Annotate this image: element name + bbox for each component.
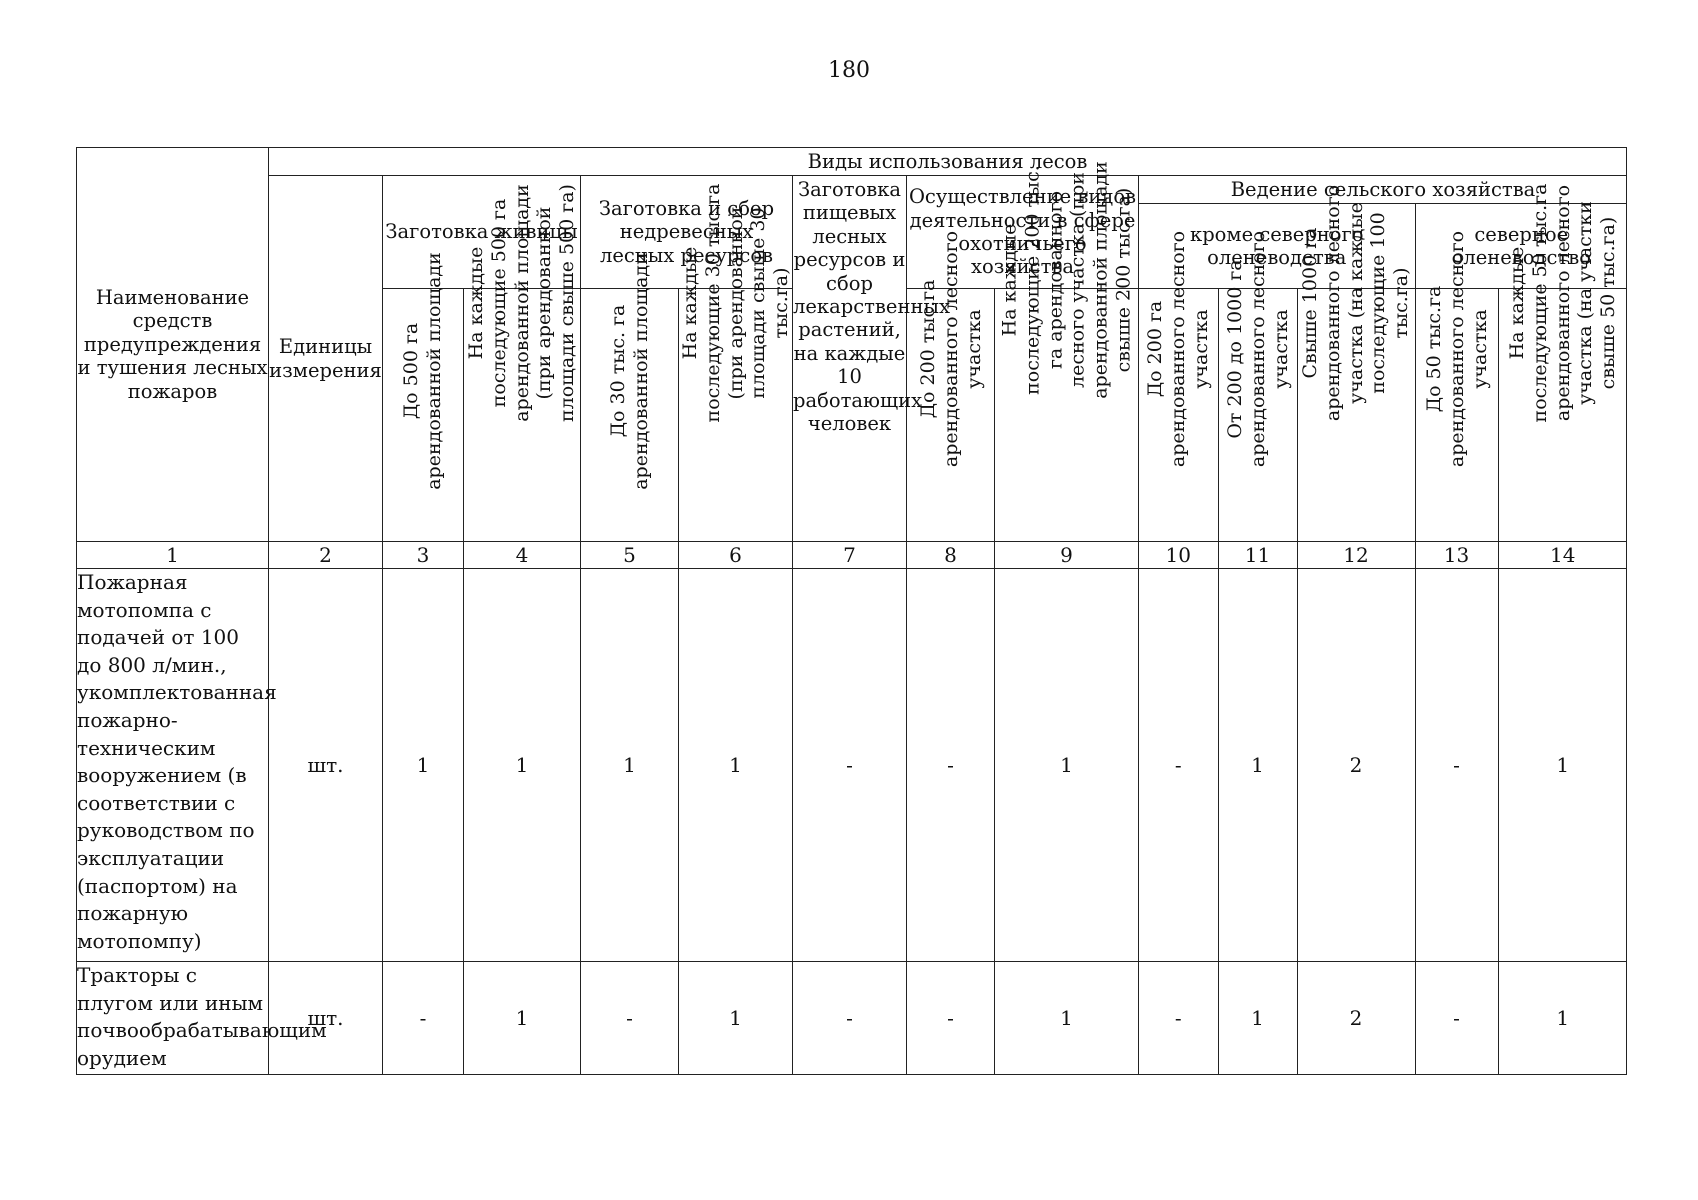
header-col-6: На каждые последующие 30 тыс.га (при арендованной площади свыше 30 тыс.га) — [679, 289, 793, 542]
header-col-5: До 30 тыс. га арендованной площади — [581, 289, 679, 542]
table-row — [77, 569, 1627, 962]
header-pishchevye: Заготовка пищевых лесных ресурсов и сбор лекарственных растений, на каждые 10 работающих человек — [793, 176, 907, 542]
column-number: 12 — [1297, 542, 1415, 568]
header-okhota: Осуществление видов деятельности в сфере охотничьего хозяйства — [907, 176, 1139, 289]
header-nedrevesnye: Заготовка и сбор недревесных лесных ресурсов — [581, 176, 793, 289]
column-number: 3 — [383, 542, 464, 569]
header-col-8: До 200 тыс.га арендованного лесного участка — [907, 289, 995, 542]
column-number: 2 — [269, 542, 383, 569]
table-cell: 1 — [1556, 1006, 1570, 1030]
table-cell: 1 — [464, 569, 581, 962]
header-col-10: До 200 га арендованного лесного участка — [1139, 289, 1218, 541]
column-number: 8 — [907, 542, 995, 569]
header-col-13: До 50 тыс.га арендованного лесного участка — [1415, 289, 1498, 541]
column-number: 13 — [1415, 542, 1498, 568]
header-zhivitsa: Заготовка живицы — [383, 176, 581, 289]
column-number-row — [77, 542, 1627, 569]
header-name-of-means: Наименование средств предупреждения и тушения лесных пожаров — [77, 148, 269, 542]
table-cell: - — [1415, 569, 1498, 961]
table-cell: - — [1415, 962, 1498, 1074]
table-cell: - — [383, 962, 464, 1075]
row-name: Пожарная мотопомпа с подачей от 100 до 800 л/мин., укомплектованная пожарно-техническим вооружением (в соответствии с руководством по эксплуатации (паспортом) на пожарную мотопомпу) — [77, 569, 269, 962]
column-number: 6 — [679, 542, 793, 569]
header-col-11: От 200 до 1000 га арендованного лесного участка — [1218, 289, 1297, 541]
table-cell: - — [793, 962, 907, 1075]
table-cell: 1 — [995, 569, 1139, 962]
header-severnoe-olenevodstvo: северное оленеводство — [1451, 222, 1591, 269]
header-col-4: На каждые последующие 500 га арендованной площади (при арендованной площади свыше 500 га) — [464, 289, 581, 542]
column-number: 10 — [1139, 542, 1218, 568]
column-number: 5 — [581, 542, 679, 569]
header-col-12: Свыше 1000 га арендованного лесного участка (на каждые последующие 100 тыс.га) — [1297, 289, 1415, 541]
header-forest-use-types: Виды использования лесов — [269, 148, 1627, 176]
header-unit: Единицы измерения — [269, 176, 383, 542]
table-cell: 2 — [1297, 569, 1415, 961]
table-cell: 1 — [679, 962, 793, 1075]
row-unit: шт. — [269, 962, 383, 1075]
column-number: 7 — [793, 542, 907, 569]
table-cell: 2 — [1297, 962, 1415, 1074]
table-cell: 1 — [464, 962, 581, 1075]
column-number: 11 — [1218, 542, 1297, 568]
table-cell: 1 — [383, 569, 464, 962]
table-cell: 1 — [995, 962, 1139, 1075]
table-row — [77, 962, 1627, 1075]
header-col-14: На каждые последующие 50 тыс.га арендованного лесного участка (на участки свыше 50 тыс.га) — [1505, 183, 1619, 423]
table-cell: 1 — [1556, 753, 1570, 777]
header-col-9: На каждые последующие 200 тыс. га арендованного лесного участка (при арендованной площади свыше 200 тыс.га) — [995, 289, 1139, 542]
table-cell: 1 — [1218, 962, 1297, 1074]
table-cell: 1 — [1218, 569, 1297, 961]
column-number: 1 — [77, 542, 269, 569]
page-number: 180 — [828, 58, 870, 83]
table-cell: - — [907, 569, 995, 962]
table-cell: 1 — [679, 569, 793, 962]
column-number: 9 — [995, 542, 1139, 569]
table-cell: - — [793, 569, 907, 962]
header-selkhoz: Ведение сельского хозяйства — [1139, 176, 1627, 204]
row-name: Тракторы с плугом или иным почвообрабатывающим орудием — [77, 962, 269, 1075]
table-cell: - — [1139, 962, 1218, 1074]
norms-table — [76, 147, 1627, 1075]
column-number: 14 — [1550, 543, 1576, 567]
table-cell: - — [907, 962, 995, 1075]
row-unit: шт. — [269, 569, 383, 962]
column-number: 4 — [464, 542, 581, 569]
table-cell: 1 — [581, 569, 679, 962]
table-cell: - — [1139, 569, 1218, 961]
header-col-3: До 500 га арендованной площади — [383, 289, 464, 542]
header-krome-olenevodstva: кроме северного оленеводства — [1139, 204, 1415, 289]
table-cell: - — [581, 962, 679, 1075]
